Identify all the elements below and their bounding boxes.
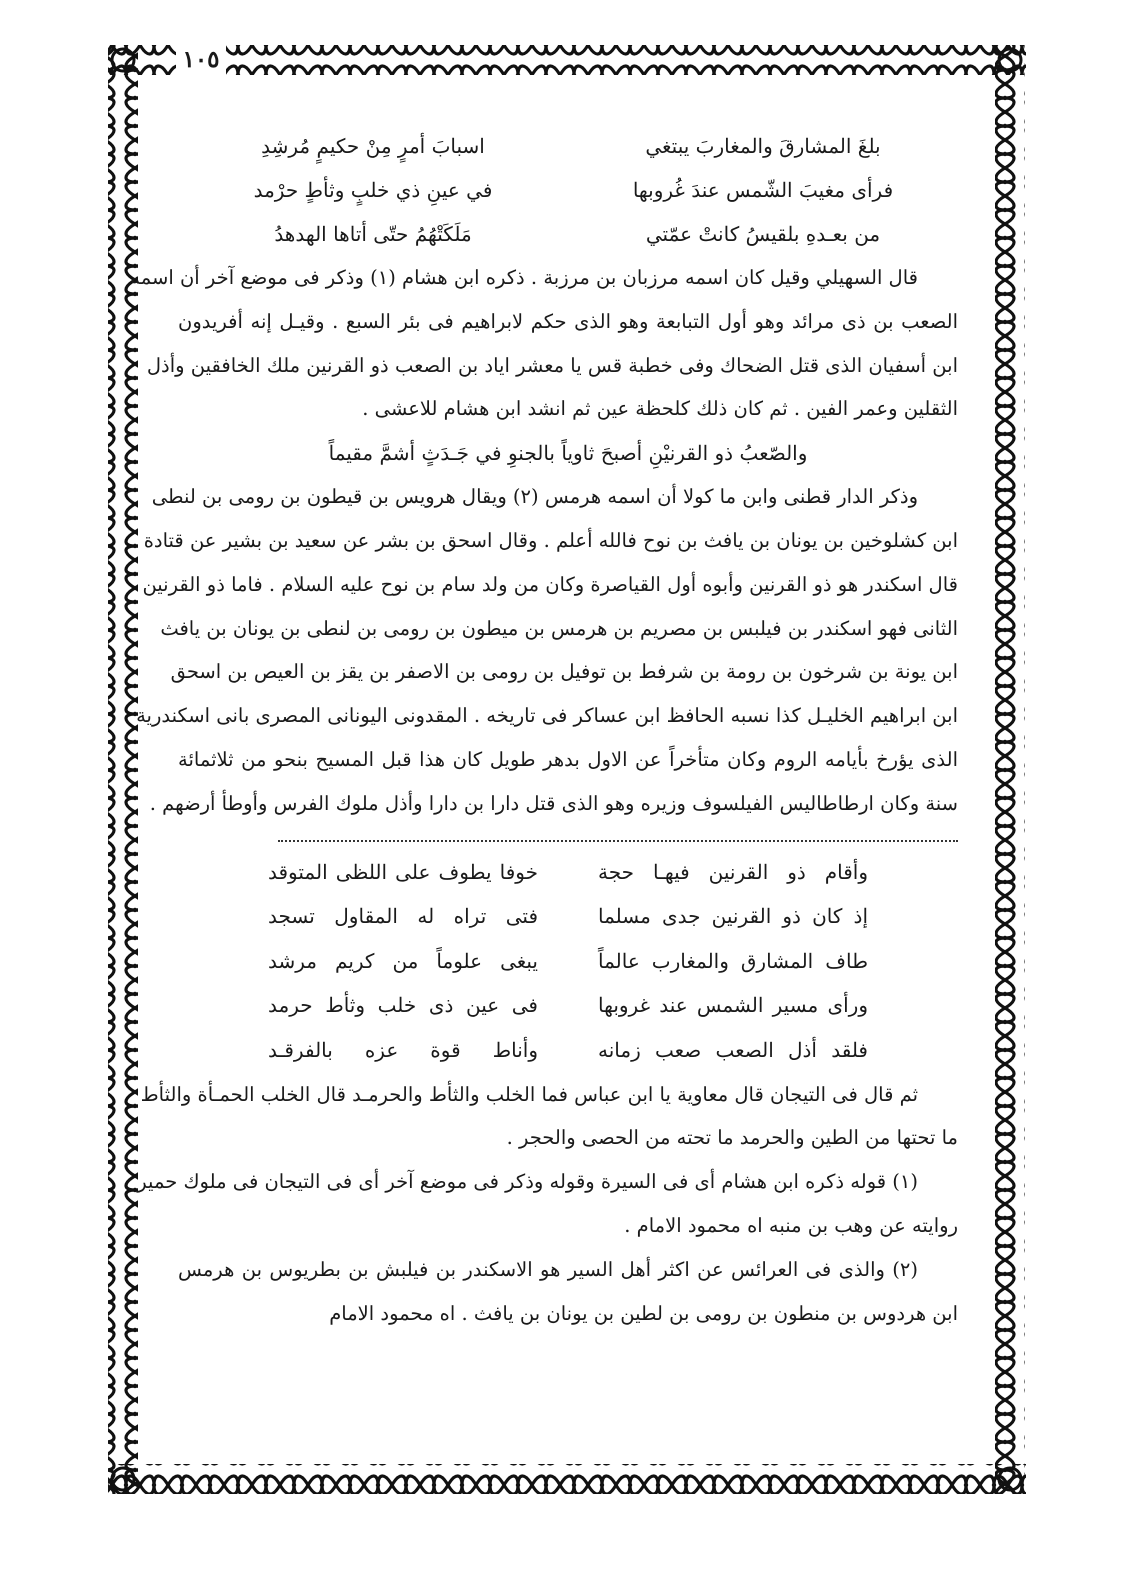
verse-second-hemistich: فى عين ذى خلب وثأط حرمد xyxy=(268,993,538,1018)
dotted-divider xyxy=(278,826,958,842)
verse-first-hemistich: طاف المشارق والمغارب عالماً xyxy=(598,948,868,973)
text-line: روايته عن وهب بن منبه اه محمود الامام . xyxy=(624,1213,958,1237)
verse-second-hemistich: وأناط قوة عزه بالفرقـد xyxy=(268,1037,538,1062)
text-line: ابن ابراهيم الخليـل كذا نسبه الحافظ ابن عساكر فى تاريخه . المقدونى اليونانى المصرى بانى اسكندرية xyxy=(136,704,958,728)
paragraph-tijan xyxy=(140,1073,958,1161)
text-line: الصعب بن ذى مرائد وهو أول التبابعة وهو الذى حكم لابراهيم فى بئر السبع . وقيـل إنه أفريدون xyxy=(178,309,958,333)
text-line: الثانى فهو اسكندر بن فيلبس بن مصريم بن هرمس بن ميطون بن رومى بن لنطى بن يونان بن يافث xyxy=(160,616,958,640)
page-content xyxy=(130,124,958,1335)
text-line: ثم قال فى التيجان قال معاوية يا ابن عباس فما الخلب والثأط والحرمـد قال الخلب الحمـأة والثأط xyxy=(140,1082,918,1106)
poem-verse xyxy=(178,939,958,984)
text-line: ما تحتها من الطين والحرمد ما تحته من الحصى والحجر . xyxy=(506,1126,958,1150)
verse-first-hemistich: بلغَ المشارقَ والمغاربَ يبتغي xyxy=(645,134,881,158)
verse-second-hemistich: فتى تراه له المقاول تسجد xyxy=(268,904,538,929)
verse-first-hemistich: فلقد أذل الصعب صعب زمانه xyxy=(598,1037,868,1062)
text-line: ابن يونة بن شرخون بن رومة بن شرفط بن توفيل بن رومى بن الاصفر بن يقز بن العيص بن اسحق xyxy=(170,660,958,684)
footnote-2 xyxy=(178,1248,958,1336)
verse-first-hemistich: وأقام ذو القرنين فيهـا حجة xyxy=(598,859,868,884)
text-line: ابن هردوس بن منطون بن رومى بن لطين بن يونان بن يافث . اه محمود الامام xyxy=(329,1301,958,1325)
poem-verse xyxy=(178,983,958,1028)
verse-second-hemistich: مَلَكَتْهُمُ حتّى أتاها الهدهدُ xyxy=(274,222,472,246)
text-line: الذى يؤرخ بأيامه الروم وكان متأخراً عن الاول بدهر طويل كان هذا قبل المسيح بنحو من ثلاثمائة xyxy=(178,747,958,771)
text-line: ابن أسفيان الذى قتل الضحاك وفى خطبة قس يا معشر اياد بن الصعب ذو القرنين ملك الخافقين وأذل xyxy=(146,353,958,377)
footnote-1 xyxy=(137,1160,958,1248)
poem-verse xyxy=(178,1028,958,1073)
poem-verse xyxy=(178,894,958,939)
verse-first-hemistich: ورأى مسير الشمس عند غروبها xyxy=(598,993,868,1018)
text-line: (١) قوله ذكره ابن هشام أى فى السيرة وقوله وذكر فى موضع آخر أى فى التيجان فى ملوك حمير xyxy=(137,1170,918,1194)
text-line: سنة وكان ارطاطاليس الفيلسوف وزيره وهو الذى قتل دارا بن دارا وأذل ملوك الفرس وأوطأ أرضهم . xyxy=(149,791,958,815)
verse-line: والصّعبُ ذو القرنيْنِ أصبحَ ثاوياً بالجنوِ في جَـدَثٍ أشمَّ مقيماً xyxy=(328,441,808,466)
text-line: الثقلين وعمر الفين . ثم كان ذلك كلحظة عين ثم انشد ابن هشام للاعشى . xyxy=(362,397,958,421)
poem-1 xyxy=(178,124,958,256)
verse-first-hemistich: فرأى مغيبَ الشّمس عندَ غُروبها xyxy=(632,178,894,202)
text-line: ابن كشلوخين بن يونان بن يافث بن نوح فالله أعلم . وقال اسحق بن بشر عن سعيد بن بشير عن قتادة xyxy=(143,528,958,552)
page-number: ١٠٥ xyxy=(176,40,226,80)
verse-first-hemistich: من بعـدهِ بلقيسُ كانتْ عمّتي xyxy=(645,222,881,246)
poem-verse xyxy=(178,124,958,168)
verse-second-hemistich: خوفا يطوف على اللظى المتوقد xyxy=(268,859,538,884)
paragraph-suhayli xyxy=(130,256,958,431)
verse-second-hemistich: اسبابَ أمرٍ مِنْ حكيمٍ مُرشِدِ xyxy=(261,134,485,158)
text-line: قال اسكندر هو ذو القرنين وأبوه أول القياصرة وكان من ولد سام بن نوح عليه السلام . فاما ذو القرنين xyxy=(142,572,958,596)
poem-verse xyxy=(178,212,958,256)
text-line: وذكر الدار قطنى وابن ما كولا أن اسمه هرمس (٢) ويقال هرويس بن قيطون بن رومى بن لنطى xyxy=(151,485,918,509)
paragraph-daraqutni xyxy=(136,475,958,825)
verse-second-hemistich: في عينِ ذي خلبٍ وثأطٍ حرْمد xyxy=(253,178,493,202)
poem-verse-asha xyxy=(178,431,958,475)
poem-verse xyxy=(178,168,958,212)
poem-2 xyxy=(178,850,958,1073)
text-line: قال السهيلي وقيل كان اسمه مرزبان بن مرزبة . ذكره ابن هشام (١) وذكر فى موضع آخر أن اسمه xyxy=(130,266,918,289)
verse-second-hemistich: يبغى علوماً من كريم مرشد xyxy=(268,948,538,973)
text-line: (٢) والذى فى العرائس عن اكثر أهل السير هو الاسكندر بن فيلبش بن بطريوس بن هرمس xyxy=(178,1257,918,1281)
verse-first-hemistich: إذ كان ذو القرنين جدى مسلما xyxy=(598,904,868,929)
poem-verse xyxy=(178,850,958,895)
